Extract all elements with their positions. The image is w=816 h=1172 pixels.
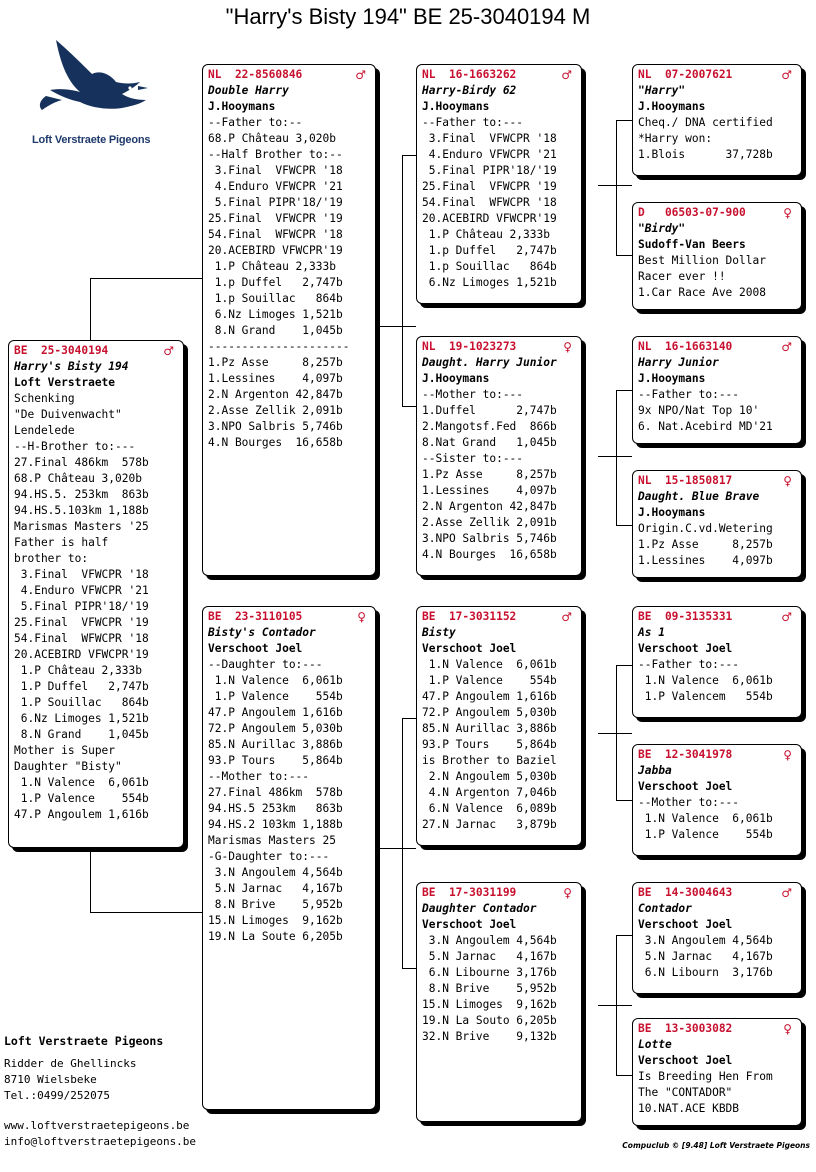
pigeon-name: "Birdy" [638, 222, 686, 235]
performance-line: 1.P Duffel 2,747b [14, 680, 149, 693]
owner-name: Verschoot Joel [638, 1054, 733, 1067]
ring-number [208, 609, 370, 625]
performance-line: "De Duivenwacht" [14, 408, 122, 421]
performance-line: 19.N La Soute 6,205b [208, 930, 343, 943]
ring-number-text: NL 15-1850817 [638, 474, 733, 487]
owner-name: J.Hooymans [422, 100, 490, 113]
performance-line: 27.Final 486km 578b [14, 456, 149, 469]
performance-line: 19.N La Souto 6,205b [422, 1014, 557, 1027]
sex-icon: ♀ [783, 206, 792, 220]
performance-line: 85.N Aurillac 3,886b [422, 722, 557, 735]
performance-line: 94.HS.5 253km 863b [208, 802, 343, 815]
sex-icon: ♂ [561, 68, 572, 82]
connector-line [402, 155, 403, 407]
performance-line: Father is half [14, 536, 109, 549]
ring-number [638, 747, 796, 763]
performance-line: 4.N Argenton 7,046b [422, 786, 557, 799]
performance-line: 3.Final VFWCPR '18 [14, 568, 149, 581]
pigeon-card-mff [632, 606, 802, 718]
connector-line [616, 390, 617, 525]
connector-line [616, 255, 632, 256]
performance-line: 20.ACEBIRD VFWCPR'19 [208, 244, 343, 257]
performance-line: 9x NPO/Nat Top 10' [638, 404, 760, 417]
performance-line: 6.Nz Limoges 1,521b [208, 308, 343, 321]
performance-line: 5.N Jarnac 4,167b [422, 950, 557, 963]
performance-line: 1.N Valence 6,061b [638, 812, 773, 825]
performance-line: 3.N Angoulem 4,564b [208, 866, 343, 879]
sex-icon: ♀ [783, 748, 792, 762]
performance-line: Lendelede [14, 424, 75, 437]
performance-line: 4.Enduro VFWCPR '21 [14, 584, 149, 597]
performance-line: 4.N Bourges 16,658b [208, 436, 343, 449]
performance-line: 6. Nat.Acebird MD'21 [638, 420, 773, 433]
performance-line: 15.N Limoges 9,162b [208, 914, 343, 927]
performance-line: 1.p Souillac 864b [422, 260, 557, 273]
pigeon-name: Harry-Birdy 62 [422, 84, 517, 97]
page-title: "Harry's Bisty 194" BE 25-3040194 M [225, 4, 591, 29]
performance-line: --Father to:--- [422, 116, 524, 129]
ring-number-text: BE 14-3004643 [638, 886, 733, 899]
performance-line: 3.NPO Salbris 5,746b [208, 420, 343, 433]
ring-number [422, 609, 576, 625]
connector-line [616, 120, 617, 255]
performance-line: Origin.C.vd.Wetering [638, 522, 773, 535]
pigeon-name: Jabba [638, 764, 672, 777]
performance-line: Is Breeding Hen From [638, 1070, 773, 1083]
performance-line: 20.ACEBIRD VFWCPR'19 [14, 648, 149, 661]
ring-number [638, 67, 796, 83]
performance-line: 5.Final PIPR'18/'19 [208, 196, 343, 209]
performance-line: 8.N Brive 5,952b [422, 982, 557, 995]
performance-line: 10.NAT.ACE KBDB [638, 1102, 740, 1115]
connector-line [616, 525, 632, 526]
sex-icon: ♂ [781, 886, 792, 900]
performance-line: 54.Final WFWCPR '18 [14, 632, 149, 645]
pigeon-card-mfm [632, 744, 802, 856]
ring-number-text: NL 16-1663262 [422, 68, 517, 81]
performance-line: 25.Final VFWCPR '19 [422, 180, 557, 193]
connector-line [402, 968, 416, 969]
footer-address2: 8710 Wielsbeke [4, 1073, 97, 1086]
performance-line: Cheq./ DNA certified [638, 116, 773, 129]
performance-line: 15.N Limoges 9,162b [422, 998, 557, 1011]
ring-number-text: NL 07-2007621 [638, 68, 733, 81]
performance-line: 1.p Duffel 2,747b [422, 244, 557, 257]
performance-line: 32.N Brive 9,132b [422, 1030, 557, 1043]
performance-line: 1.p Souillac 864b [208, 292, 343, 305]
connector-line [598, 185, 632, 186]
performance-line: 54.Final WFWCPR '18 [422, 196, 557, 209]
owner-name: Loft Verstraete [14, 376, 116, 389]
performance-line: Marismas Masters 25 [208, 834, 336, 847]
connector-line [616, 665, 617, 800]
performance-line: Schenking [14, 392, 75, 405]
performance-line: 1.N Valence 6,061b [208, 674, 343, 687]
performance-line: 94.HS.5. 253km 863b [14, 488, 149, 501]
ring-number-text: BE 09-3135331 [638, 610, 733, 623]
sex-icon: ♀ [783, 1022, 792, 1036]
performance-line: 1.N Valence 6,061b [638, 674, 773, 687]
performance-line: 1.Lessines 4,097b [638, 554, 773, 567]
software-credit: Compuclub © [9.48] Loft Verstraete Pigeons [622, 1141, 810, 1150]
performance-line: 8.N Grand 1,045b [208, 324, 343, 337]
performance-line: 1.P Château 2,333b [208, 260, 336, 273]
connector-line [376, 326, 416, 327]
performance-line: 25.Final VFWCPR '19 [208, 212, 343, 225]
ring-number-text: BE 17-3031152 [422, 610, 517, 623]
performance-line: 2.N Argenton 42,847b [208, 388, 343, 401]
ring-number [208, 67, 370, 83]
ring-number [638, 885, 796, 901]
performance-line: 2.Mangotsf.Fed 866b [422, 420, 557, 433]
performance-line: 1.P Valencem 554b [638, 690, 773, 703]
ring-number-text: NL 22-8560846 [208, 68, 303, 81]
sex-icon: ♀ [563, 340, 572, 354]
performance-line: 54.Final WFWCPR '18 [208, 228, 343, 241]
performance-line: is Brother to Baziel [422, 754, 557, 767]
ring-number-text: BE 13-3003082 [638, 1022, 733, 1035]
performance-line: 6.N Libourn 3,176b [638, 966, 773, 979]
performance-line: 1.Pz Asse 8,257b [208, 356, 343, 369]
pigeon-name: "Harry" [638, 84, 686, 97]
performance-line: 27.Final 486km 578b [208, 786, 343, 799]
sex-icon: ♂ [781, 68, 792, 82]
owner-name: Sudoff-Van Beers [638, 238, 746, 251]
performance-line: 5.N Jarnac 4,167b [638, 950, 773, 963]
performance-line: 20.ACEBIRD VFWCPR'19 [422, 212, 557, 225]
performance-line: 68.P Château 3,020b [14, 472, 142, 485]
performance-line: 2.Asse Zellik 2,091b [208, 404, 343, 417]
connector-line [402, 718, 416, 719]
pigeon-logo-icon [36, 30, 156, 140]
pigeon-card-paternal-grandmother [416, 336, 582, 576]
connector-line [90, 846, 91, 912]
performance-line: 1.Duffel 2,747b [422, 404, 557, 417]
connector-line [402, 406, 416, 407]
owner-name: J.Hooymans [422, 372, 490, 385]
performance-line: 72.P Angoulem 5,030b [422, 706, 557, 719]
pigeon-card-maternal-grandfather [416, 606, 582, 846]
performance-line: 93.P Tours 5,864b [422, 738, 557, 751]
performance-line: --Sister to:--- [422, 452, 524, 465]
sex-icon: ♀ [563, 886, 572, 900]
performance-line: 1.P Valence 554b [422, 674, 557, 687]
footer-contact [4, 1034, 196, 1150]
connector-line [598, 456, 632, 457]
performance-line: 2.N Angoulem 5,030b [422, 770, 557, 783]
performance-line: 72.P Angoulem 5,030b [208, 722, 343, 735]
ring-number [638, 205, 796, 221]
performance-line: 47.P Angoulem 1,616b [208, 706, 343, 719]
performance-line: 25.Final VFWCPR '19 [14, 616, 149, 629]
performance-line: 1.P Valence 554b [208, 690, 343, 703]
performance-line: 4.Enduro VFWCPR '21 [422, 148, 557, 161]
owner-name: J.Hooymans [208, 100, 276, 113]
connector-line [402, 155, 416, 156]
performance-line: 93.P Tours 5,864b [208, 754, 343, 767]
performance-line: --Half Brother to:-- [208, 148, 343, 161]
connector-line [616, 935, 632, 936]
pigeon-card-mmm [632, 1018, 802, 1126]
pigeon-card-maternal-grandmother [416, 882, 582, 1122]
performance-line: --Mother to:--- [422, 388, 524, 401]
owner-name: Verschoot Joel [422, 918, 517, 931]
pigeon-card-subject [8, 340, 184, 848]
performance-line: --H-Brother to:--- [14, 440, 136, 453]
pigeon-name: Daught. Harry Junior [422, 356, 557, 369]
ring-number-text: NL 19-1023273 [422, 340, 517, 353]
ring-number-text: D 06503-07-900 [638, 206, 746, 219]
performance-line: 1.Car Race Ave 2008 [638, 286, 766, 299]
performance-line: 68.P Château 3,020b [208, 132, 336, 145]
ring-number-text: BE 25-3040194 [14, 344, 109, 357]
performance-line: --Mother to:--- [638, 796, 740, 809]
connector-line [90, 278, 91, 342]
pigeon-card-mother [202, 606, 376, 1110]
connector-line [616, 120, 632, 121]
ring-number [422, 67, 576, 83]
performance-line: 1.P Valence 554b [14, 792, 149, 805]
sex-icon: ♂ [561, 610, 572, 624]
performance-line: 4.N Bourges 16,658b [422, 548, 557, 561]
performance-line: 3.Final VFWCPR '18 [208, 164, 343, 177]
performance-line: brother to: [14, 552, 89, 565]
performance-line: 8.Nat Grand 1,045b [422, 436, 557, 449]
footer-website-link[interactable]: www.loftverstraetepigeons.be [4, 1119, 190, 1132]
performance-line: 1.P Souillac 864b [14, 696, 149, 709]
performance-line: 27.N Jarnac 3,879b [422, 818, 557, 831]
owner-name: Verschoot Joel [638, 780, 733, 793]
connector-line [616, 935, 617, 1075]
pigeon-card-ffm [632, 202, 802, 310]
pigeon-card-mmf [632, 882, 802, 994]
footer-email-link[interactable]: info@loftverstraetepigeons.be [4, 1135, 197, 1148]
connector-line [598, 1005, 632, 1006]
performance-line: 94.HS.2 103km 1,188b [208, 818, 343, 831]
pigeon-name: Double Harry [208, 84, 289, 97]
performance-line: 6.N Libourne 3,176b [422, 966, 557, 979]
pigeon-name: Bisty [422, 626, 456, 639]
owner-name: J.Hooymans [638, 372, 706, 385]
performance-line: 2.N Argenton 42,847b [422, 500, 557, 513]
footer-phone: Tel.:0499/252075 [4, 1089, 110, 1102]
performance-line: Mother is Super [14, 744, 116, 757]
performance-line: 47.P Angoulem 1,616b [14, 808, 149, 821]
sex-icon: ♂ [781, 340, 792, 354]
performance-line: 1.Lessines 4,097b [422, 484, 557, 497]
ring-number-text: NL 16-1663140 [638, 340, 733, 353]
performance-line: --------------------- [208, 340, 350, 353]
ring-number [638, 473, 796, 489]
ring-number [422, 885, 576, 901]
performance-line: 3.Final VFWCPR '18 [422, 132, 557, 145]
ring-number [638, 1021, 796, 1037]
owner-name: Verschoot Joel [638, 918, 733, 931]
pigeon-card-fff [632, 64, 802, 176]
connector-line [376, 848, 416, 849]
ring-number-text: BE 17-3031199 [422, 886, 517, 899]
sex-icon: ♀ [783, 474, 792, 488]
pigeon-name: Bisty's Contador [208, 626, 316, 639]
pigeon-card-paternal-grandfather [416, 64, 582, 304]
connector-line [616, 665, 632, 666]
performance-line: 1.p Duffel 2,747b [208, 276, 343, 289]
sex-icon: ♂ [355, 68, 366, 82]
performance-line: --Father to:-- [208, 116, 303, 129]
performance-line: 1.Pz Asse 8,257b [422, 468, 557, 481]
performance-line: 8.N Brive 5,952b [208, 898, 343, 911]
connector-line [616, 800, 632, 801]
performance-line: 1.P Château 2,333b [14, 664, 142, 677]
performance-line: 1.Blois 37,728b [638, 148, 773, 161]
performance-line: --Father to:--- [638, 388, 740, 401]
performance-line: Racer ever !! [638, 270, 726, 283]
performance-line: Marismas Masters '25 [14, 520, 149, 533]
performance-line: Daughter "Bisty" [14, 760, 122, 773]
sex-icon: ♂ [163, 344, 174, 358]
performance-line: 1.Lessines 4,097b [208, 372, 343, 385]
performance-line: --Mother to:--- [208, 770, 310, 783]
pigeon-name: As 1 [638, 626, 665, 639]
owner-name: Verschoot Joel [422, 642, 517, 655]
performance-line: 3.N Angoulem 4,564b [638, 934, 773, 947]
performance-line: 85.N Aurillac 3,886b [208, 738, 343, 751]
performance-line: --Daughter to:--- [208, 658, 323, 671]
pigeon-name: Daught. Blue Brave [638, 490, 760, 503]
connector-line [616, 390, 632, 391]
performance-line: Best Million Dollar [638, 254, 766, 267]
pigeon-card-father [202, 64, 376, 576]
pigeon-card-fmf [632, 336, 802, 444]
performance-line: 1.P Valence 554b [638, 828, 773, 841]
ring-number-text: BE 12-3041978 [638, 748, 733, 761]
performance-line: 5.N Jarnac 4,167b [208, 882, 343, 895]
performance-line: 2.Asse Zellik 2,091b [422, 516, 557, 529]
owner-name: J.Hooymans [638, 100, 706, 113]
connector-line [616, 1075, 632, 1076]
performance-line: 94.HS.5.103km 1,188b [14, 504, 149, 517]
ring-number [638, 339, 796, 355]
performance-line: 47.P Angoulem 1,616b [422, 690, 557, 703]
performance-line: 6.N Valence 6,089b [422, 802, 557, 815]
connector-line [598, 733, 632, 734]
performance-line: 1.N Valence 6,061b [422, 658, 557, 671]
performance-line: 5.Final PIPR'18/'19 [14, 600, 149, 613]
performance-line: 4.Enduro VFWCPR '21 [208, 180, 343, 193]
performance-line: 1.P Château 2,333b [422, 228, 550, 241]
performance-line: 3.NPO Salbris 5,746b [422, 532, 557, 545]
pigeon-name: Lotte [638, 1038, 672, 1051]
connector-line [402, 718, 403, 968]
pigeon-card-fmm [632, 470, 802, 578]
logo-text: Loft Verstraete Pigeons [32, 134, 151, 146]
pigeon-name: Harry's Bisty 194 [14, 360, 129, 373]
footer-address1: Ridder de Ghellincks [4, 1057, 137, 1070]
performance-line: --Father to:--- [638, 658, 740, 671]
footer-name: Loft Verstraete Pigeons [4, 1034, 164, 1048]
sex-icon: ♂ [781, 610, 792, 624]
pigeon-name: Daughter Contador [422, 902, 537, 915]
performance-line: 8.N Grand 1,045b [14, 728, 149, 741]
performance-line: 6.Nz Limoges 1,521b [422, 276, 557, 289]
performance-line: 1.N Valence 6,061b [14, 776, 149, 789]
performance-line: 1.Pz Asse 8,257b [638, 538, 773, 551]
performance-line: -G-Daughter to:--- [208, 850, 330, 863]
performance-line: The "CONTADOR" [638, 1086, 733, 1099]
owner-name: Verschoot Joel [638, 642, 733, 655]
performance-line: 3.N Angoulem 4,564b [422, 934, 557, 947]
pigeon-name: Harry Junior [638, 356, 719, 369]
owner-name: J.Hooymans [638, 506, 706, 519]
performance-line: 5.Final PIPR'18/'19 [422, 164, 557, 177]
connector-line [90, 278, 204, 279]
connector-line [90, 912, 204, 913]
pigeon-name: Contador [638, 902, 692, 915]
performance-line: 6.Nz Limoges 1,521b [14, 712, 149, 725]
sex-icon: ♀ [357, 610, 366, 624]
ring-number-text: BE 23-3110105 [208, 610, 303, 623]
ring-number [638, 609, 796, 625]
owner-name: Verschoot Joel [208, 642, 303, 655]
ring-number [422, 339, 576, 355]
ring-number [14, 343, 178, 359]
performance-line: *Harry won: [638, 132, 713, 145]
